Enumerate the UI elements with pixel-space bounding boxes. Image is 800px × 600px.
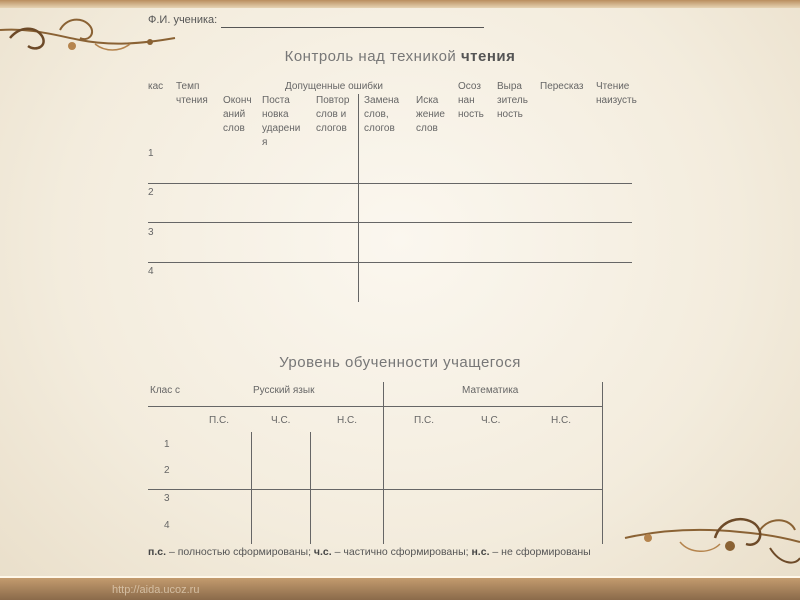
t1-vertical-divider <box>358 94 359 302</box>
t2-right-border <box>602 382 603 544</box>
t1-col-reading: Чтение наизусть <box>596 81 637 106</box>
t1-col-retell: Пересказ <box>540 81 584 92</box>
t1-col-awareness: Осоз нан ность <box>458 81 484 120</box>
reading-control-title-bold: чтения <box>460 48 516 65</box>
t1-col-replace: Замена слов, слогов <box>364 95 400 134</box>
t1-row-line-2 <box>148 222 632 223</box>
legend-partial-text: – частично сформированы; <box>334 546 469 558</box>
t2-row-2: 2 <box>164 465 170 476</box>
t1-row-line-1 <box>148 183 632 184</box>
t1-row-3: 3 <box>148 227 154 238</box>
reading-control-title <box>0 48 800 65</box>
t2-group-math: Математика <box>462 385 519 396</box>
reading-control-title-main: Контроль над техникой <box>284 48 457 65</box>
t2-mid-line <box>148 489 603 490</box>
t2-sub-col-1: П.С. <box>209 415 229 426</box>
top-frame <box>0 0 800 8</box>
legend-none-text: – не сформированы <box>492 546 591 558</box>
student-name-label: Ф.И. ученика: <box>148 14 218 26</box>
learning-level-title: Уровень обученности учащегося <box>279 354 521 371</box>
t2-col-divider-1 <box>251 432 252 544</box>
t2-group-russian: Русский язык <box>253 385 315 396</box>
t1-row-2: 2 <box>148 187 154 198</box>
legend-full-text: – полностью сформированы; <box>168 546 311 558</box>
t2-row-1: 1 <box>164 439 170 450</box>
t1-col-stress: Поста новка ударени я <box>262 95 301 148</box>
t1-row-4: 4 <box>148 266 154 277</box>
t2-center-divider <box>383 382 384 544</box>
t1-group-errors: Допущенные ошибки <box>285 81 383 92</box>
t1-col-tempo: Темп чтения <box>176 81 208 106</box>
t2-header-line <box>148 406 603 407</box>
t2-col-class: Клас с <box>150 385 180 396</box>
legend-full-abbr: п.с. <box>148 546 167 558</box>
t1-row-line-3 <box>148 262 632 263</box>
t2-col-divider-2 <box>310 432 311 544</box>
legend-partial-abbr: ч.с. <box>313 546 332 558</box>
t1-row-1: 1 <box>148 148 154 159</box>
legend <box>148 546 591 558</box>
t2-sub-col-6: Н.С. <box>551 415 571 426</box>
t1-col-expressive: Выра зитель ность <box>497 81 528 120</box>
t1-col-endings: Оконч аний слов <box>223 95 252 134</box>
student-name-line <box>221 27 484 28</box>
t2-sub-col-5: Ч.С. <box>481 415 501 426</box>
t2-row-3: 3 <box>164 493 170 504</box>
t2-sub-col-3: Н.С. <box>337 415 357 426</box>
t2-sub-col-2: Ч.С. <box>271 415 291 426</box>
t1-col-distort: Иска жение слов <box>416 95 445 134</box>
t1-col-class: кас <box>148 81 164 92</box>
ornament-bottom-right <box>620 508 800 578</box>
t2-row-4: 4 <box>164 520 170 531</box>
t2-sub-col-4: П.С. <box>414 415 434 426</box>
legend-none-abbr: н.с. <box>471 546 490 558</box>
watermark-url: http://aida.ucoz.ru <box>112 584 200 596</box>
t1-col-repeat: Повтор слов и слогов <box>316 95 350 134</box>
